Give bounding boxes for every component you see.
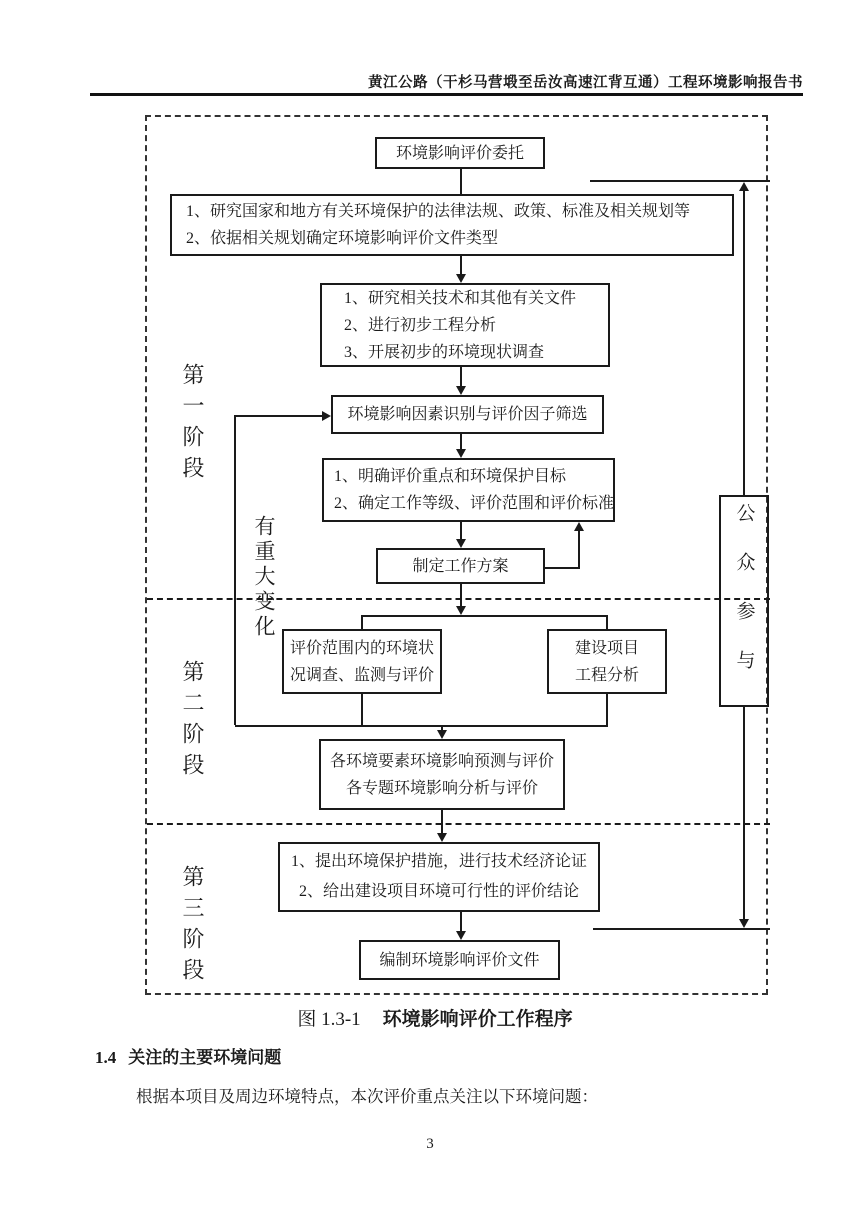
node-text: 2、依据相关规划确定环境影响评价文件类型 (186, 230, 499, 247)
node-commission (375, 137, 545, 169)
public-bottom-rail (593, 928, 770, 930)
arrowhead (456, 539, 466, 548)
section-heading (95, 1043, 281, 1068)
node-public-participation (719, 495, 769, 707)
arrowhead (739, 182, 749, 191)
node-text: 环境影响评价委托 (395, 144, 524, 162)
flowchart-figure (145, 115, 768, 995)
stage-label-3: 第三阶段 (180, 865, 205, 989)
node-text: 建设项目 (574, 639, 639, 657)
node-compile (359, 940, 560, 980)
edge-predict-measures (441, 810, 443, 834)
node-text: 环境影响因素识别与评价因子筛选 (347, 406, 588, 423)
section-body-text: 根据本项目及周边环境特点，本次评价重点关注以下环境问题： (136, 1087, 598, 1106)
node-text: 1、明确评价重点和环境保护目标 (334, 468, 567, 485)
node-text: 2、确定工作等级、评价范围和评价标准 (334, 495, 615, 512)
edge-identify-clarify (460, 434, 462, 450)
drop-right (606, 615, 608, 629)
node-text: 各专题环境影响分析与评价 (345, 779, 538, 797)
feedback-vertical (234, 415, 236, 725)
page-number: 3 (426, 1136, 434, 1152)
figure-caption (110, 1004, 760, 1031)
node-text: 工程分析 (574, 666, 639, 684)
node-identify (331, 395, 604, 434)
node-text: 公众参与 (733, 503, 755, 699)
plan-feedback-horizontal (545, 567, 580, 569)
node-text: 1、提出环境保护措施，进行技术经济论证 (290, 853, 587, 870)
arrowhead (739, 919, 749, 928)
figure-caption-label: 图 1.3-1 (297, 1009, 361, 1030)
join-left (361, 694, 363, 725)
split-connector (362, 615, 608, 617)
arrowhead (437, 730, 447, 739)
node-text: 制定工作方案 (412, 557, 509, 575)
node-text: 2、给出建设项目环境可行性的评价结论 (298, 883, 579, 900)
node-text: 编制环境影响评价文件 (379, 951, 540, 969)
node-measures (278, 842, 600, 912)
node-predict (319, 739, 565, 810)
arrowhead (456, 386, 466, 395)
section-heading-text: 关注的主要环境问题 (128, 1048, 282, 1067)
node-laws (170, 194, 734, 256)
node-text: 1、研究国家和地方有关环境保护的法律法规、政策、标准及相关规划等 (186, 203, 691, 220)
node-text: 2、进行初步工程分析 (344, 316, 497, 334)
stage-label-1: 第一阶段 (180, 363, 205, 487)
stage-separator-1 (147, 598, 770, 600)
arrowhead (456, 931, 466, 940)
public-down-line (743, 707, 745, 920)
node-text: 评价范围内的环境状 (289, 639, 434, 657)
join-right (606, 694, 608, 725)
edge-measures-compile (460, 912, 462, 932)
section-number: 1.4 (95, 1048, 117, 1067)
report-header-title: 黄江公路（干杉马营塅至岳汝高速江背互通）工程环境影响报告书 (368, 75, 803, 91)
stage-separator-2 (147, 823, 770, 825)
arrowhead (322, 411, 331, 421)
arrowhead (437, 833, 447, 842)
edge-plan-split (460, 584, 462, 607)
drop-left (361, 615, 363, 629)
node-research (320, 283, 610, 367)
plan-feedback-vertical (578, 530, 580, 569)
feedback-horizontal (234, 415, 323, 417)
arrowhead (456, 606, 466, 615)
node-text: 各环境要素环境影响预测与评价 (329, 752, 554, 770)
arrowhead (456, 449, 466, 458)
node-project-analysis (547, 629, 667, 694)
node-clarify (322, 458, 615, 522)
node-text: 3、开展初步的环境现状调查 (344, 343, 545, 361)
edge-commission-laws (460, 169, 462, 194)
join-connector (235, 725, 608, 727)
node-work-plan (376, 548, 545, 584)
arrowhead (456, 274, 466, 283)
edge-laws-research (460, 256, 462, 275)
edge-clarify-plan (460, 522, 462, 540)
node-status-survey (282, 629, 442, 694)
node-text: 1、研究相关技术和其他有关文件 (344, 289, 577, 307)
stage-label-2: 第二阶段 (180, 660, 205, 784)
header-rule (90, 93, 803, 96)
node-text: 况调查、监测与评价 (289, 666, 434, 684)
figure-caption-title: 环境影响评价工作程序 (382, 1009, 573, 1030)
major-change-label: 有重大变化 (252, 515, 276, 640)
edge-research-identify (460, 367, 462, 387)
public-up-line (743, 190, 745, 495)
arrowhead (574, 522, 584, 531)
